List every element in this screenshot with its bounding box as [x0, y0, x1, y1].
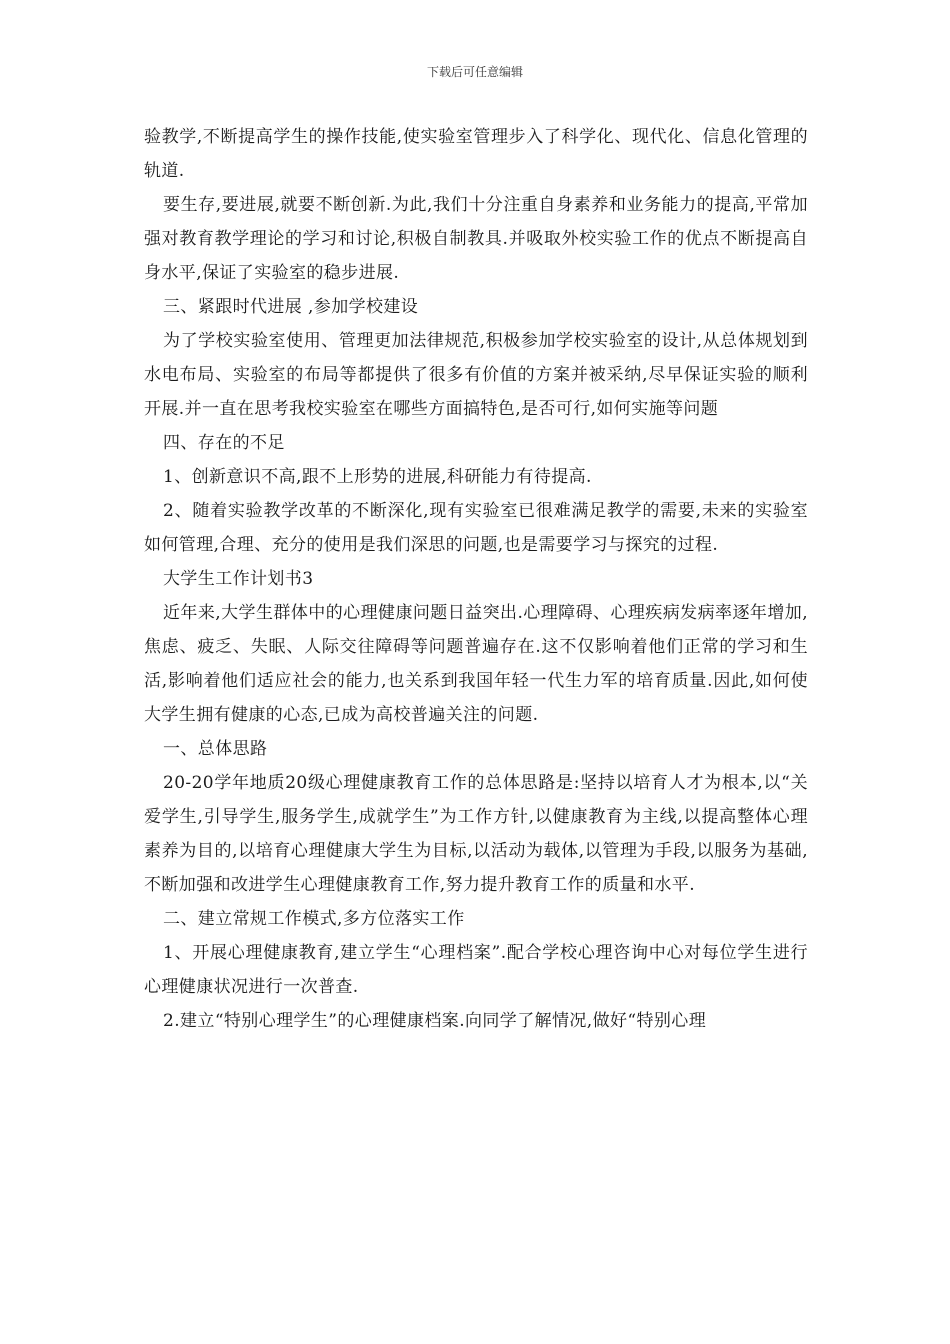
heading-work-mode: 二、建立常规工作模式,多方位落实工作 — [163, 909, 465, 929]
list-item-shortcoming-2: 2、随着实验教学改革的不断深化,现有实验室已很难满足教学的需要,未来的实验室如何管理,合理、充分的使用是我们深思的问题,也是需要学习与探究的过程. — [144, 501, 808, 555]
list-item-work-1: 1、开展心理健康教育,建立学生“心理档案”.配合学校心理咨询中心对每位学生进行心理健康状况进行一次普查. — [144, 943, 808, 997]
paragraph-overall-approach: 20-20学年地质20级心理健康教育工作的总体思路是:坚持以培育人才为根本,以“关爱学生,引导学生,服务学生,成就学生”为工作方针,以健康教育为主线,以提高整体心理素养为目的,以培育心理健康大学生为目标,以活动为载体,以管理为手段,以服务为基础,不断加强和改进学生心理健康教育工作,努力提升教育工作的质量和水平. — [144, 773, 808, 895]
document-body — [144, 120, 808, 1038]
heading-section-three: 三、紧跟时代进展 ,参加学校建设 — [163, 297, 419, 317]
paragraph-innovation: 要生存,要进展,就要不断创新.为此,我们十分注重自身素养和业务能力的提高,平常加强对教育教学理论的学习和讨论,积极自制教具.并吸取外校实验工作的优点不断提高自身水平,保证了实验室的稳步进展. — [144, 195, 808, 283]
heading-overall-approach: 一、总体思路 — [163, 739, 268, 759]
heading-section-four: 四、存在的不足 — [163, 433, 285, 453]
page-header: 下载后可任意编辑 — [426, 65, 523, 79]
list-item-work-2: 2.建立“特别心理学生”的心理健康档案.向同学了解情况,做好“特别心理 — [163, 1011, 707, 1031]
paragraph-mental-health-intro: 近年来,大学生群体中的心理健康问题日益突出.心理障碍、心理疾病发病率逐年增加,焦虑、疲乏、失眠、人际交往障碍等问题普遍存在.这不仅影响着他们正常的学习和生活,影响着他们适应社会的能力,也关系到我国年轻一代生力军的培育质量.因此,如何使大学生拥有健康的心态,已成为高校普遍关注的问题. — [144, 603, 808, 725]
list-item-shortcoming-1: 1、创新意识不高,跟不上形势的进展,科研能力有待提高. — [163, 467, 592, 487]
heading-plan-3: 大学生工作计划书3 — [163, 569, 314, 589]
paragraph-lab-management: 验教学,不断提高学生的操作技能,使实验室管理步入了科学化、现代化、信息化管理的轨道. — [144, 127, 808, 181]
paragraph-lab-design: 为了学校实验室使用、管理更加法律规范,积极参加学校实验室的设计,从总体规划到水电布局、实验室的布局等都提供了很多有价值的方案并被采纳,尽早保证实验的顺利开展.并一直在思考我校实验室在哪些方面搞特色,是否可行,如何实施等问题 — [144, 331, 808, 419]
